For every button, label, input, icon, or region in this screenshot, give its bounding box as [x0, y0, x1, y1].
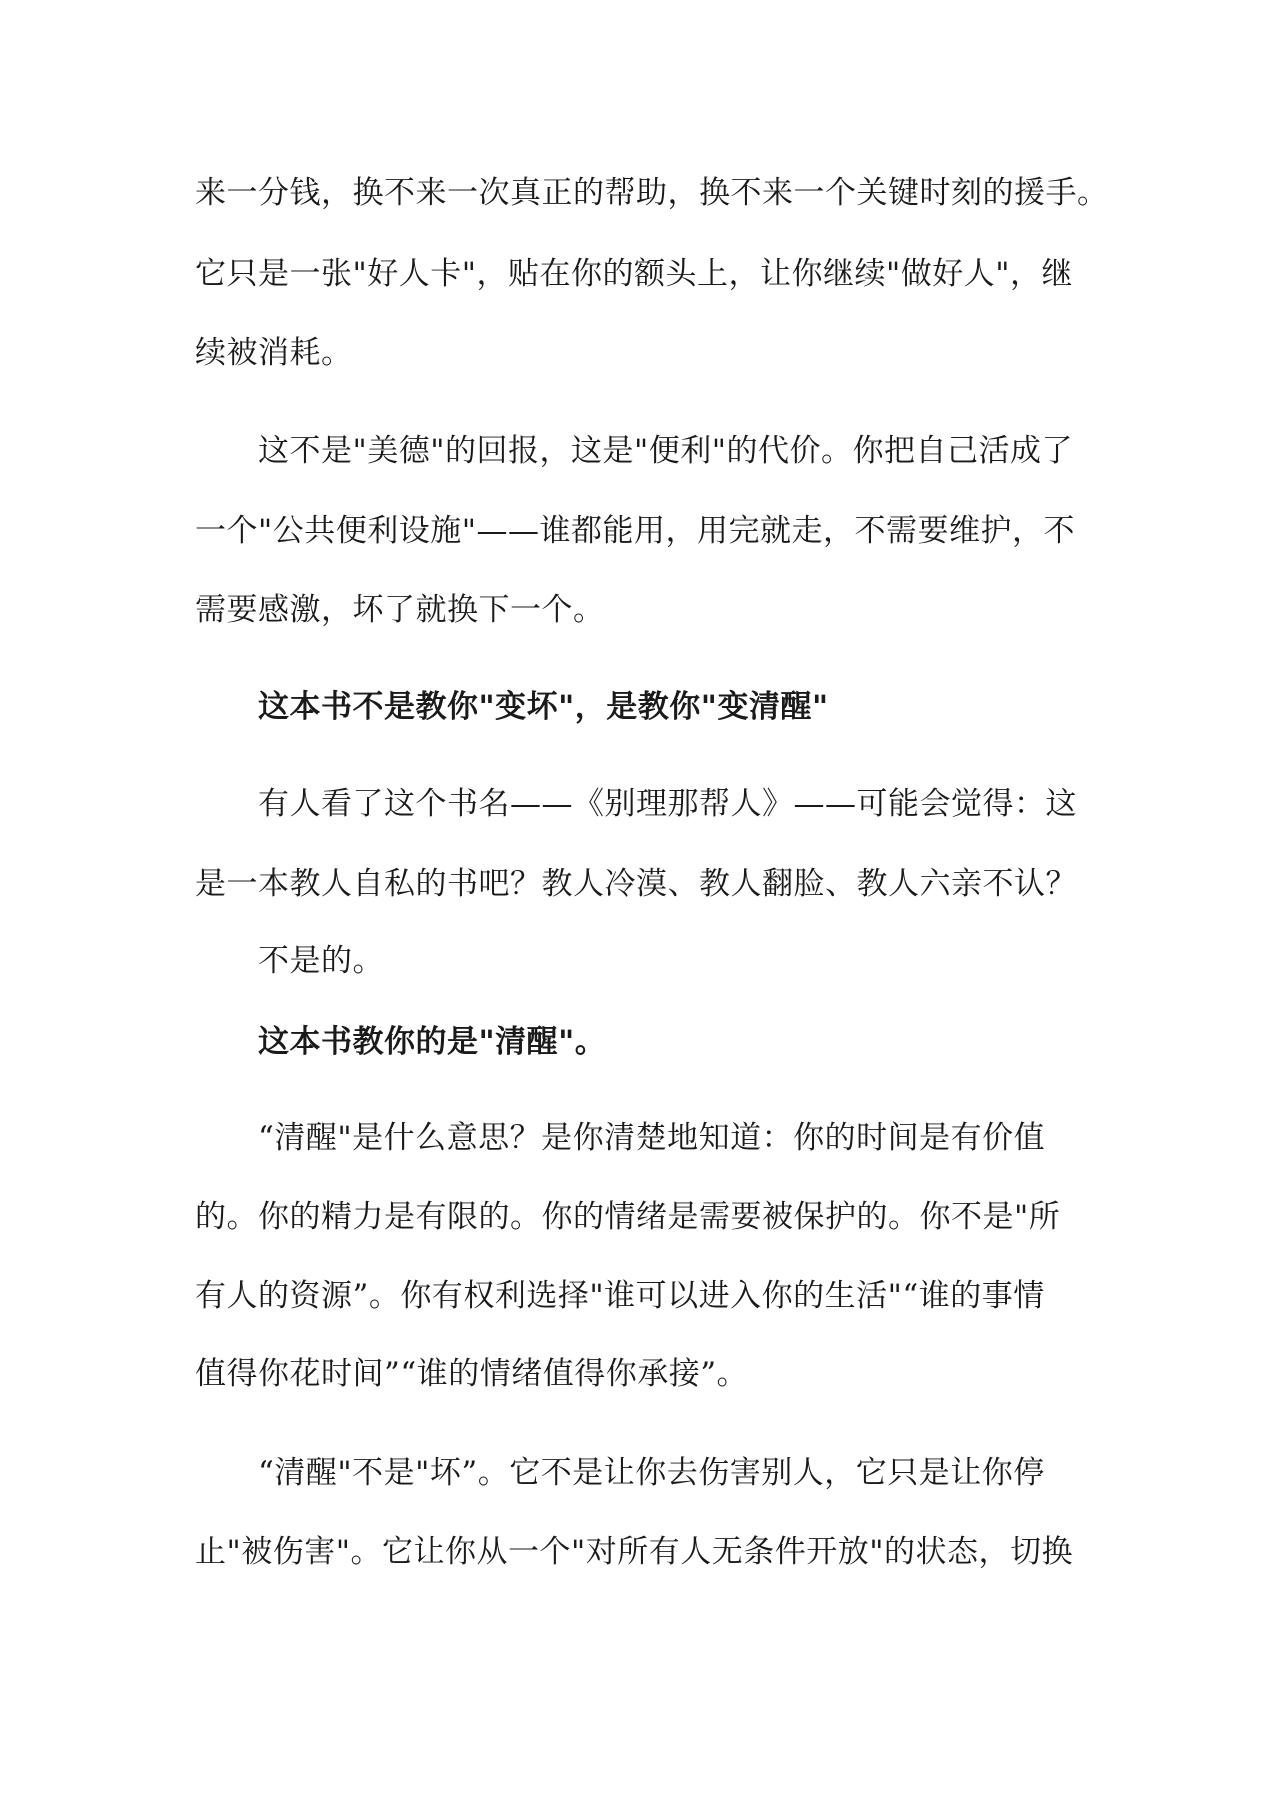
text-line: 这不是"美德"的回报，这是"便利"的代价。你把自己活成了 [258, 433, 1074, 469]
text-line: 不是的。 [258, 943, 384, 979]
text-line: 止"被伤害"。它让你从一个"对所有人无条件开放"的状态，切换 [195, 1534, 1074, 1570]
text-line: 的。你的精力是有限的。你的情绪是需要被保护的。你不是"所 [195, 1199, 1061, 1235]
text-line: 有人的资源”。你有权利选择"谁可以进入你的生活"“谁的事情 [195, 1278, 1045, 1314]
text-line: 一个"公共便利设施"——谁都能用，用完就走，不需要维护，不 [195, 513, 1076, 549]
text-line: 续被消耗。 [195, 335, 353, 371]
text-line: 来一分钱，换不来一次真正的帮助，换不来一个关键时刻的援手。 [195, 175, 1109, 211]
text-line: 有人看了这个书名——《别理那帮人》——可能会觉得：这 [258, 786, 1077, 822]
emphasis-line: 这本书教你的是"清醒"。 [258, 1024, 607, 1060]
text-line: “清醒"是什么意思？是你清楚地知道：你的时间是有价值 [258, 1120, 1046, 1156]
section-heading: 这本书不是教你"变坏"，是教你"变清醒" [258, 689, 829, 725]
text-line: 值得你花时间”“谁的情绪值得你承接”。 [195, 1356, 749, 1392]
text-line: 需要感激，坏了就换下一个。 [195, 592, 605, 628]
text-line: “清醒"不是"坏”。它不是让你去伤害别人，它只是让你停 [258, 1455, 1045, 1491]
text-line: 它只是一张"好人卡"，贴在你的额头上，让你继续"做好人"，继 [195, 256, 1074, 292]
text-line: 是一本教人自私的书吧？教人冷漠、教人翻脸、教人六亲不认？ [195, 866, 1077, 902]
